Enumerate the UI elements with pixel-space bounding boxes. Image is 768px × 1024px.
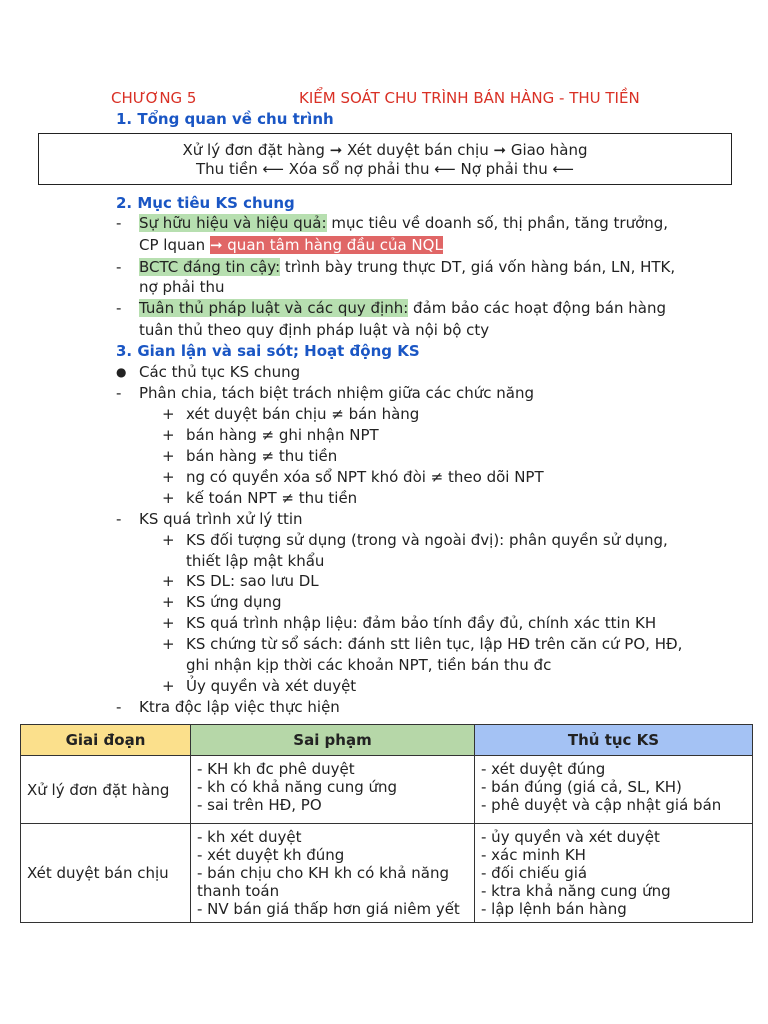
cell-line: - xác minh KH — [481, 846, 586, 864]
sub1-item: bán hàng ≠ thu tiền — [186, 447, 338, 465]
l1-dash: - — [116, 384, 122, 402]
cell-line: - bán chịu cho KH kh có khả năng — [197, 864, 449, 882]
errors-cell — [191, 824, 475, 923]
l3-dash: - — [116, 698, 122, 716]
sub2-item-cont: ghi nhận kịp thời các khoản NPT, tiền bán thu đc — [186, 656, 552, 674]
independent-check: Ktra độc lập việc thực hiện — [139, 698, 340, 716]
cell-line: - bán đúng (giá cả, SL, KH) — [481, 778, 682, 796]
plus-icon: + — [162, 426, 175, 444]
sub2-item: KS ứng dụng — [186, 593, 282, 611]
table-row — [21, 824, 753, 923]
cell-line: - ủy quyền và xét duyệt — [481, 828, 660, 846]
objective-3-highlight: Tuân thủ pháp luật và các quy định: — [139, 299, 409, 317]
objective-1 — [139, 213, 668, 233]
cell-line: - KH kh đc phê duyệt — [197, 760, 355, 778]
sub2-item: KS quá trình nhập liệu: đảm bảo tính đầy đủ, chính xác ttin KH — [186, 614, 657, 632]
plus-icon: + — [162, 489, 175, 507]
objective-2 — [139, 257, 675, 277]
plus-icon: + — [162, 572, 175, 590]
cell-line: - lập lệnh bán hàng — [481, 900, 627, 918]
chapter-title: KIỂM SOÁT CHU TRÌNH BÁN HÀNG - THU TIỀN — [299, 89, 640, 107]
general-procedures: Các thủ tục KS chung — [139, 363, 301, 381]
cell-line: - NV bán giá thấp hơn giá niêm yết — [197, 900, 460, 918]
objective-dash-2: - — [116, 258, 122, 276]
objective-3 — [139, 298, 666, 318]
header-errors: Sai phạm — [191, 725, 475, 756]
stage-cell: Xét duyệt bán chịu — [21, 824, 191, 923]
sub2-item: KS đối tượng sử dụng (trong và ngoài đvị): phân quyền sử dụng, — [186, 531, 668, 549]
plus-icon: + — [162, 635, 175, 653]
objective-dash-3: - — [116, 299, 122, 317]
plus-icon: + — [162, 593, 175, 611]
sub2-item-cont: thiết lập mật khẩu — [186, 552, 325, 570]
sub1-item: ng có quyền xóa sổ NPT khó đòi ≠ theo dõi NPT — [186, 468, 544, 486]
objective-2-highlight: BCTC đáng tin cậy: — [139, 258, 281, 276]
table-header-row — [21, 725, 753, 756]
flow-line-2: Thu tiền ⟵ Xóa sổ nợ phải thu ⟵ Nợ phải thu ⟵ — [196, 160, 574, 178]
cycle-flow-box — [38, 133, 732, 185]
sub2-item: Ủy quyền và xét duyệt — [186, 677, 357, 695]
cell-line: - đối chiếu giá — [481, 864, 588, 882]
sub1-item: bán hàng ≠ ghi nhận NPT — [186, 426, 379, 444]
objective-dash-1: - — [116, 214, 122, 232]
objective-1-text: mục tiêu về doanh số, thị phần, tăng trưởng, — [326, 214, 669, 232]
stage-cell: Xử lý đơn đặt hàng — [21, 756, 191, 824]
objective-1-cont — [139, 235, 443, 255]
chapter-label: CHƯƠNG 5 — [111, 89, 197, 107]
cell-line: - phê duyệt và cập nhật giá bán — [481, 796, 722, 814]
objective-3-cont: tuân thủ theo quy định pháp luật và nội bộ cty — [139, 321, 490, 339]
cell-line: - ktra khả năng cung ứng — [481, 882, 671, 900]
info-processing-control: KS quá trình xử lý ttin — [139, 510, 303, 528]
header-stage: Giai đoạn — [21, 725, 191, 756]
plus-icon: + — [162, 405, 175, 423]
sub2-item: KS chứng từ sổ sách: đánh stt liên tục, lập HĐ trên căn cứ PO, HĐ, — [186, 635, 683, 653]
objective-2-text: trình bày trung thực DT, giá vốn hàng bán, LN, HTK, — [280, 258, 676, 276]
cell-line: - kh xét duyệt — [197, 828, 302, 846]
header-controls: Thủ tục KS — [475, 725, 753, 756]
objective-2-cont: nợ phải thu — [139, 278, 225, 296]
controls-cell — [475, 756, 753, 824]
section1-heading: 1. Tổng quan về chu trình — [116, 110, 334, 128]
sub1-item: kế toán NPT ≠ thu tiền — [186, 489, 358, 507]
l2-dash: - — [116, 510, 122, 528]
objective-1-red-note: ➞ quan tâm hàng đầu của NQL — [209, 236, 443, 254]
control-table — [20, 724, 753, 923]
cell-line: - xét duyệt kh đúng — [197, 846, 345, 864]
controls-cell — [475, 824, 753, 923]
flow-line-1: Xử lý đơn đặt hàng ➞ Xét duyệt bán chịu ➞ Giao hàng — [182, 141, 588, 159]
cell-line: - xét duyệt đúng — [481, 760, 606, 778]
plus-icon: + — [162, 531, 175, 549]
section2-heading: 2. Mục tiêu KS chung — [116, 194, 295, 212]
sub1-item: xét duyệt bán chịu ≠ bán hàng — [186, 405, 420, 423]
section3-heading: 3. Gian lận và sai sót; Hoạt động KS — [116, 342, 420, 360]
errors-cell — [191, 756, 475, 824]
bullet-icon: ● — [116, 365, 127, 379]
objective-1-cont-text: CP lquan — [139, 236, 210, 254]
plus-icon: + — [162, 614, 175, 632]
segregation-duties: Phân chia, tách biệt trách nhiệm giữa các chức năng — [139, 384, 534, 402]
cell-line: - sai trên HĐ, PO — [197, 796, 322, 814]
cell-line: - kh có khả năng cung ứng — [197, 778, 398, 796]
cell-line: thanh toán — [197, 882, 280, 900]
plus-icon: + — [162, 677, 175, 695]
objective-1-highlight: Sự hữu hiệu và hiệu quả: — [139, 214, 327, 232]
table-row — [21, 756, 753, 824]
objective-3-text: đảm bảo các hoạt động bán hàng — [408, 299, 666, 317]
sub2-item: KS DL: sao lưu DL — [186, 572, 319, 590]
plus-icon: + — [162, 447, 175, 465]
plus-icon: + — [162, 468, 175, 486]
